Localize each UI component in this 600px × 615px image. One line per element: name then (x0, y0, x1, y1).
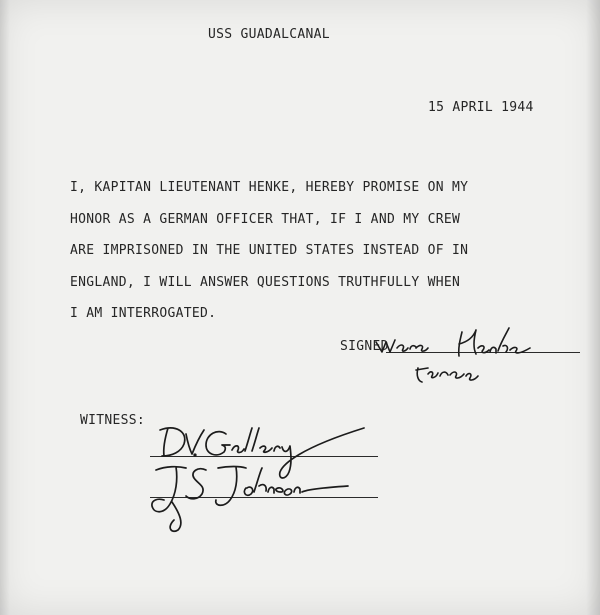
signed-label: SIGNED (340, 339, 389, 354)
statement-line: I, KAPITAN LIEUTENANT HENKE, HEREBY PROMISE ON MY (70, 180, 469, 195)
document-date: 15 APRIL 1944 (428, 100, 534, 115)
statement-line: ARE IMPRISONED IN THE UNITED STATES INSTEAD OF IN (70, 243, 469, 258)
page-shadow-right (586, 0, 600, 615)
witness-2-signature (148, 458, 388, 538)
statement-line: I AM INTERROGATED. (70, 306, 217, 321)
statement-line: ENGLAND, I WILL ANSWER QUESTIONS TRUTHFULLY WHEN (70, 274, 461, 290)
page-shadow-left (0, 0, 10, 615)
signer-signature (370, 318, 590, 390)
statement-line: HONOR AS A GERMAN OFFICER THAT, IF I AND MY CREW (70, 211, 461, 227)
witness-label: WITNESS: (80, 413, 146, 428)
statement-body (70, 172, 468, 330)
ship-heading: USS GUADALCANAL (208, 27, 330, 42)
